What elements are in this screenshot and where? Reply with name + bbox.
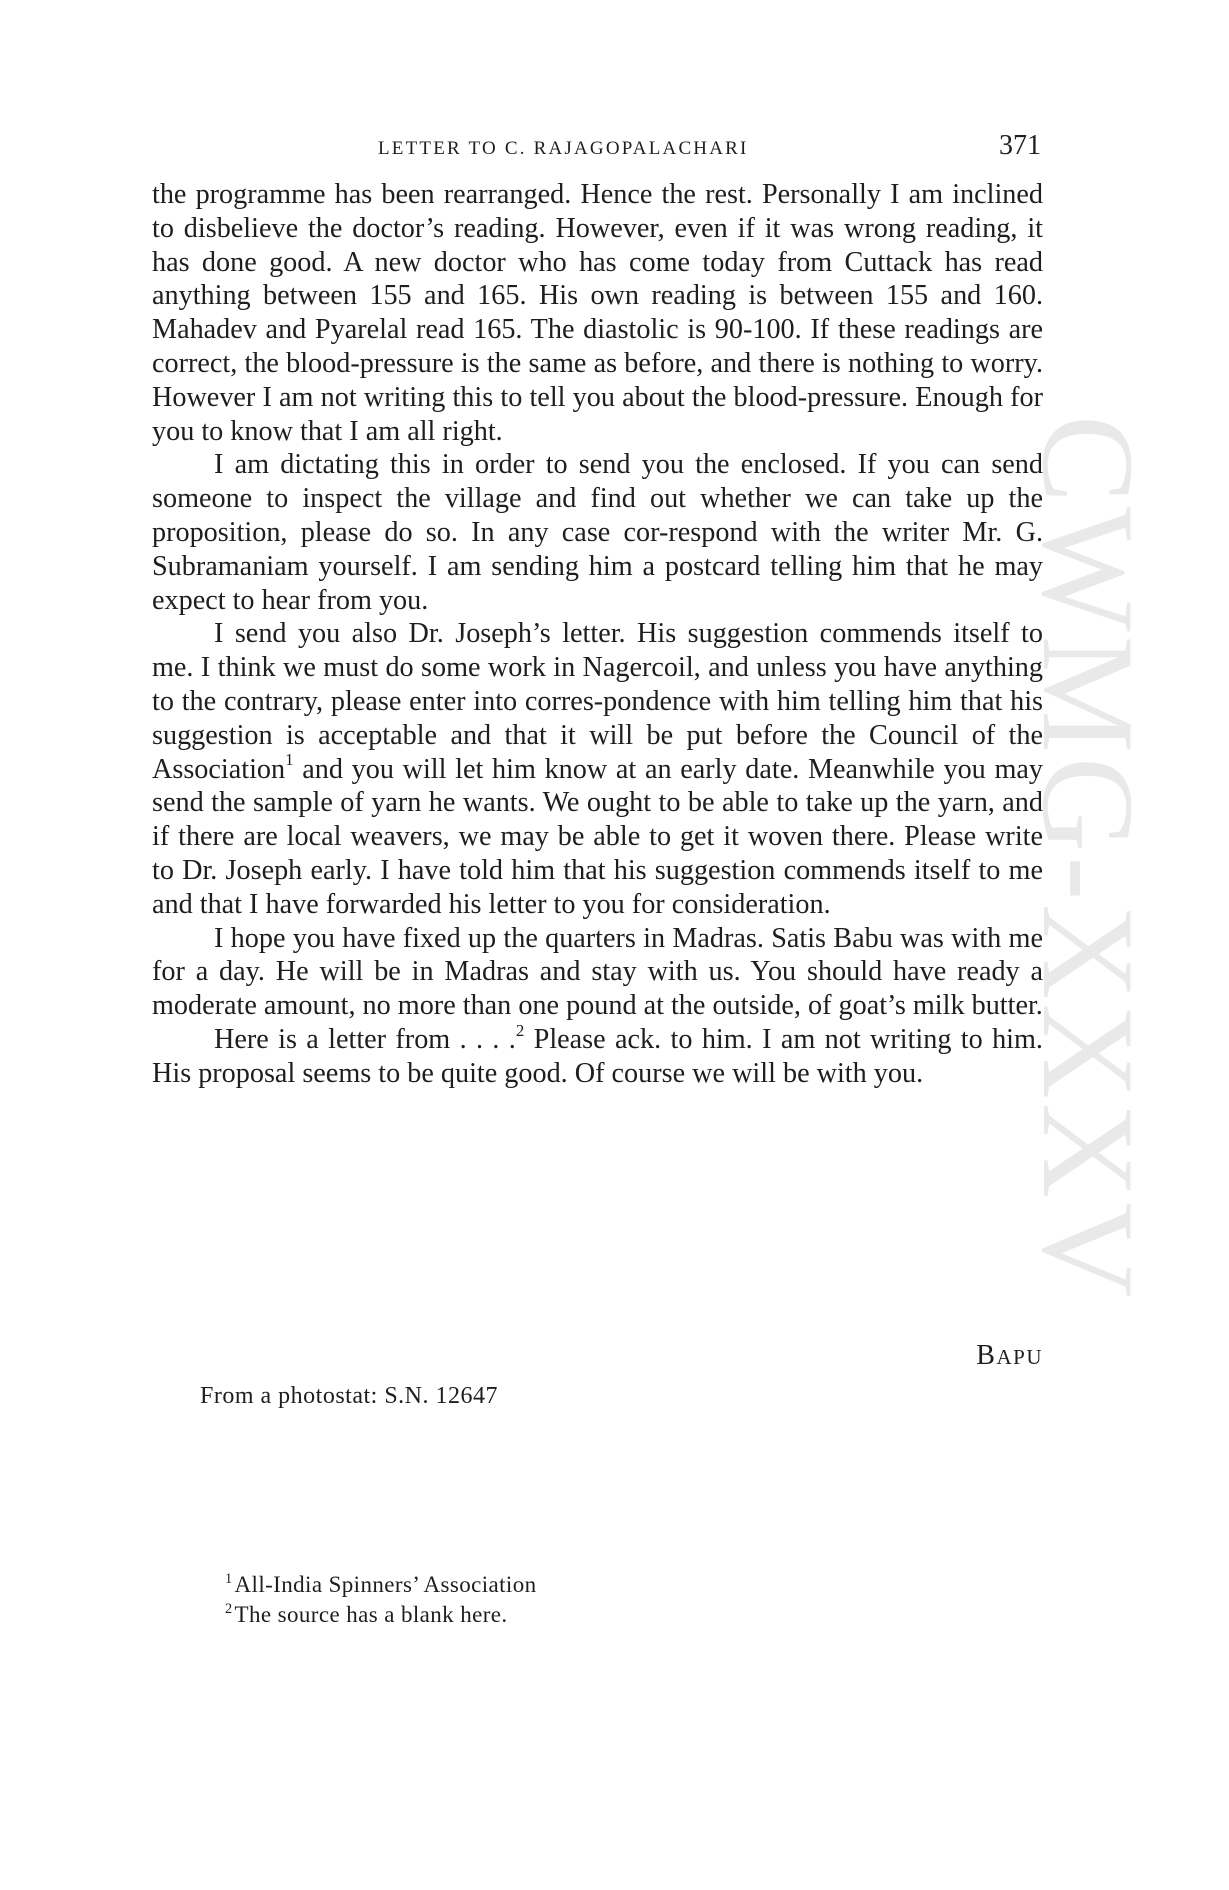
footnote-ref-2: 2 (515, 1020, 525, 1040)
running-title: LETTER TO C. RAJAGOPALACHARI (378, 138, 749, 159)
footnote-2 (225, 1600, 537, 1630)
letter-body (152, 178, 1043, 1091)
footnotes (225, 1570, 537, 1630)
footnote-text-1: All-India Spinners’ Association (234, 1572, 537, 1597)
footnote-ref-1: 1 (285, 750, 294, 770)
running-head (150, 130, 1045, 170)
signature (976, 1340, 1043, 1372)
footnote-text-2: The source has a blank here. (234, 1602, 508, 1627)
footnote-mark-1: 1 (225, 1571, 233, 1588)
paragraph-5 (152, 1020, 1043, 1091)
footnote-mark-2: 2 (225, 1601, 233, 1618)
signature-rest: APU (996, 1345, 1043, 1369)
watermark: CWMG-XXXV (1015, 415, 1162, 1302)
footnote-1 (225, 1570, 537, 1600)
source-note: From a photostat: S.N. 12647 (200, 1383, 499, 1409)
paragraph-3-text-after: and you will let him know at an early date. Meanwhile you may send the sample of yarn he wants. We ought to be able to take up the yarn, and if there are local weavers, we may be able to get it woven there. Please write to Dr. Joseph early. I have told him that his suggestion commends itself to me and that I have forwarded his letter to you for consideration. (152, 753, 1043, 920)
paragraph-2: I am dictating this in order to send you the enclosed. If you can send someone to inspect the village and find out whether we can take up the proposition, please do so. In any case cor-respond with the writer Mr. G. Subramaniam yourself. I am sending him a postcard telling him that he may expect to hear from you. (152, 449, 1043, 616)
page-number: 371 (999, 130, 1041, 161)
paragraph-4: I hope you have fixed up the quarters in Madras. Satis Babu was with me for a day. He will be in Madras and stay with us. You should have ready a moderate amount, no more than one pound at the outside, of goat’s milk butter. (152, 922, 1043, 1022)
paragraph-5-text-before: Here is a letter from . . . . (214, 1023, 516, 1055)
paragraph-3-text-before: I send you also Dr. Joseph’s letter. His suggestion commends itself to me. I think we must do some work in Nagercoil, and unless you have anything to the contrary, please enter into corres-pondence with him telling him that his suggestion is acceptable and that it will be put before the Council of the Association (152, 618, 1043, 785)
paragraph-5-text-after: Please ack. to him. I am not writing to him. His proposal seems to be quite good. Of course we will be with you. (152, 1023, 1043, 1089)
signature-initial: B (976, 1340, 997, 1371)
paragraph-1: the programme has been rearranged. Hence the rest. Personally I am inclined to disbelieve the doctor’s reading. However, even if it was wrong reading, it has done good. A new doctor who has come today from Cuttack has read anything between 155 and 165. His own reading is between 155 and 160. Mahadev and Pyarelal read 165. The diastolic is 90-100. If these readings are correct, the blood-pressure is the same as before, and there is nothing to worry. However I am not writing this to tell you about the blood-pressure. Enough for you to know that I am all right. (152, 179, 1043, 447)
paragraph-3 (152, 617, 1043, 921)
